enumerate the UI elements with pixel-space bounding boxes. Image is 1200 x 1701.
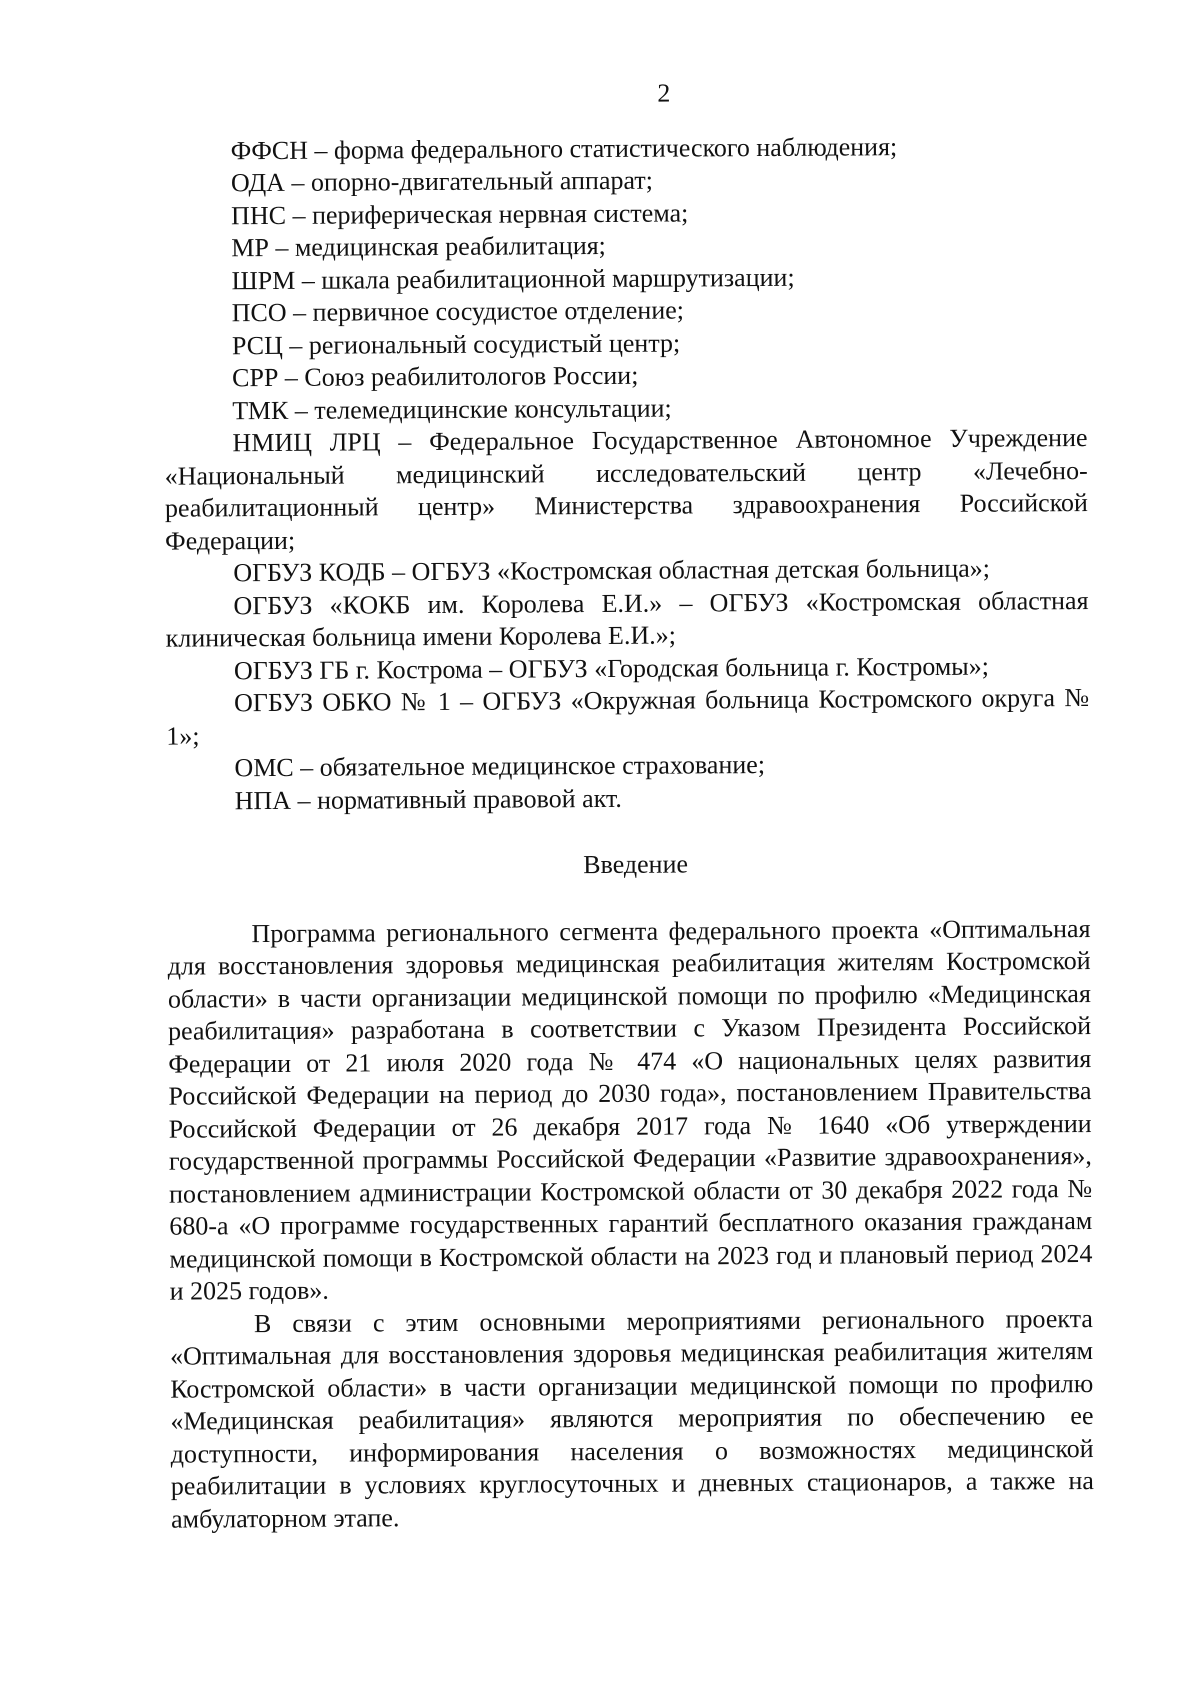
- abbreviation-separator: –: [450, 686, 483, 716]
- abbreviation-separator: –: [278, 362, 305, 392]
- abbreviation-separator: –: [385, 557, 412, 587]
- abbreviation-term: ОГБУЗ ОБКО № 1: [234, 686, 451, 718]
- abbreviation-separator: –: [286, 297, 313, 327]
- abbreviation-item: [166, 682, 1089, 753]
- abbreviation-term: НМИЦ ЛРЦ: [232, 427, 381, 458]
- abbreviation-list: [163, 130, 1090, 818]
- abbreviation-separator: –: [290, 785, 318, 815]
- abbreviation-separator: –: [295, 265, 322, 295]
- abbreviation-term: НПА: [234, 785, 292, 815]
- abbreviation-separator: –: [282, 330, 309, 360]
- abbreviation-separator: –: [380, 427, 430, 457]
- abbreviation-definition: шкала реабилитационной маршрутизации;: [321, 262, 795, 295]
- section-title: Введение: [583, 849, 689, 880]
- abbreviation-definition: Союз реабилитологов России;: [304, 360, 639, 392]
- abbreviation-separator: –: [285, 200, 313, 230]
- abbreviation-definition: ОГБУЗ «Костромская областная детская больница»;: [411, 553, 991, 587]
- abbreviation-separator: –: [288, 395, 315, 425]
- abbreviation-item: [165, 552, 1088, 590]
- abbreviation-definition: ОГБУЗ «Костромская областная клиническая больница имени Королева Е.И.»;: [165, 585, 1089, 653]
- abbreviation-definition: периферическая нервная система;: [311, 197, 689, 230]
- abbreviation-definition: ОГБУЗ «Окружная больница Костромского округа № 1»;: [166, 683, 1090, 751]
- abbreviation-term: СРР: [232, 362, 279, 393]
- abbreviation-term: ОГБУЗ «КОКБ им. Королева Е.И.»: [233, 588, 663, 620]
- abbreviation-term: ОГБУЗ КОДБ: [233, 557, 386, 588]
- page-number: 2: [657, 78, 671, 108]
- abbreviation-term: МР: [231, 233, 269, 263]
- abbreviation-term: ПСО: [231, 297, 287, 328]
- abbreviation-item: [164, 422, 1088, 558]
- abbreviation-separator: –: [284, 167, 312, 197]
- abbreviation-definition: Федеральное Государственное Автономное Учреждение «Национальный медицинский исследовательский центр «Лечебно-реабилитационный центр» Министерства здравоохранения Российской Федерации;: [164, 423, 1088, 556]
- abbreviation-term: ОМС: [234, 752, 294, 783]
- abbreviation-definition: телемедицинские консультации;: [314, 393, 672, 425]
- abbreviation-definition: ОГБУЗ «Городская больница г. Костромы»;: [508, 651, 990, 684]
- abbreviation-definition: медицинская реабилитация;: [294, 230, 606, 262]
- abbreviation-term: РСЦ: [231, 330, 283, 360]
- abbreviation-definition: первичное сосудистое отделение;: [312, 295, 685, 327]
- abbreviation-separator: –: [662, 587, 710, 618]
- abbreviation-separator: –: [293, 752, 320, 782]
- abbreviation-definition: опорно-двигательный аппарат;: [310, 165, 653, 197]
- body-paragraph: Программа регионального сегмента федерального проекта «Оптимальная для восстановления здоровья медицинская реабилитация жителям Костромской области» в части организации медицинской помощи по профилю «Медицинская реабилитация» разработана в соответствии с Указом Президента Российской Федерации от 21 июля 2020 года № 474 «О национальных целях развития Российской Федерации на период до 2030 года», постановлением Правительства Российской Федерации от 26 декабря 2017 года № 1640 «Об утверждении государственной программы Российской Федерации «Развитие здравоохранения», постановлением администрации Костромской области от 30 декабря 2022 года № 680-а «О программе государственных гарантий бесплатного оказания гражданам медицинской помощи в Костромской области на 2023 год и плановый период 2024 и 2025 годов».: [167, 913, 1093, 1306]
- abbreviation-term: ШРМ: [231, 265, 296, 295]
- abbreviation-term: ФФСН: [230, 135, 309, 165]
- abbreviation-term: ОГБУЗ ГБ г. Кострома: [233, 654, 483, 685]
- abbreviation-item: [165, 585, 1088, 656]
- abbreviation-definition: нормативный правовой акт.: [316, 783, 622, 815]
- abbreviation-term: ОДА: [230, 167, 286, 198]
- abbreviation-term: ПНС: [231, 200, 287, 230]
- abbreviation-definition: обязательное медицинское страхование;: [319, 749, 766, 782]
- abbreviation-separator: –: [307, 135, 335, 165]
- abbreviation-separator: –: [482, 654, 509, 684]
- abbreviation-item: [167, 780, 1090, 818]
- abbreviation-definition: региональный сосудистый центр;: [308, 328, 681, 360]
- abbreviation-definition: форма федерального статистического наблюдения;: [333, 131, 898, 165]
- abbreviation-term: ТМК: [232, 395, 289, 425]
- abbreviation-separator: –: [268, 232, 295, 263]
- body-paragraph: В связи с этим основными мероприятиями регионального проекта «Оптимальная для восстановления здоровья медицинская реабилитация жителям Костромской области» в части организации медицинской помощи по профилю «Медицинская реабилитация» являются мероприятия по обеспечению ее доступности, информирования населения о возможностях медицинской реабилитации в условиях круглосуточных и дневных стационаров, а также на амбулаторном этапе.: [169, 1303, 1094, 1534]
